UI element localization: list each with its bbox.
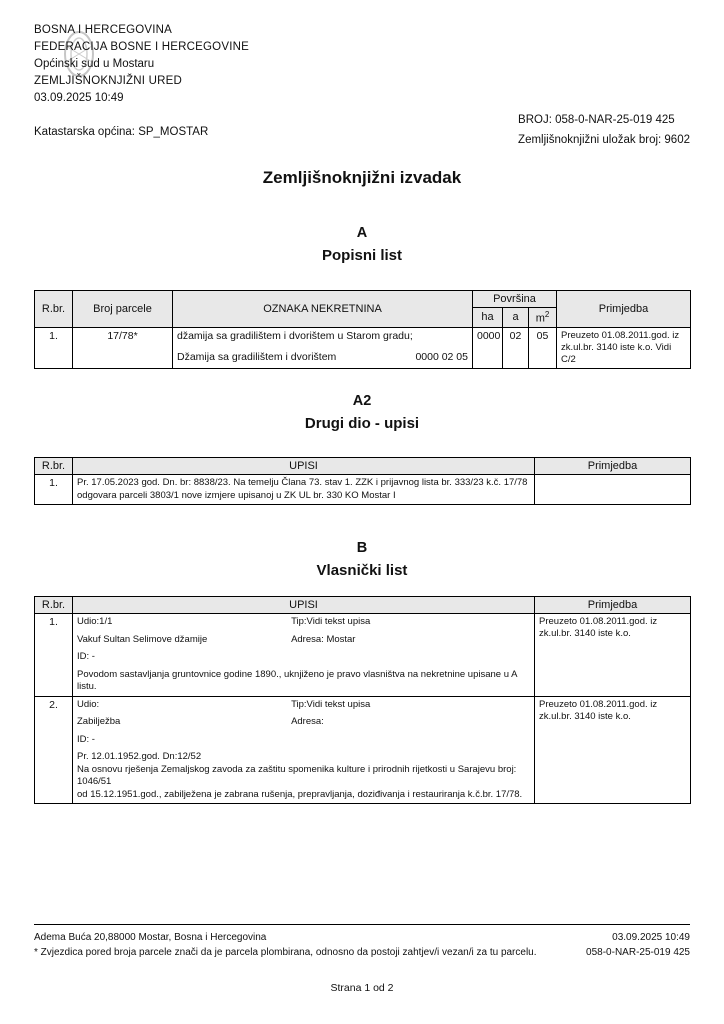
cell-primjedba: Preuzeto 01.08.2011.god. iz zk.ul.br. 3140 iste k.o. bbox=[535, 614, 691, 697]
section-a2-name: Drugi dio - upisi bbox=[304, 415, 420, 432]
cell-a: 02 bbox=[503, 327, 529, 368]
table-header-row bbox=[35, 597, 691, 614]
oznaka-line-1: džamija sa gradilištem i dvorištem u Starom gradu; bbox=[177, 329, 413, 342]
header-line-court: Općinski sud u Mostaru bbox=[34, 58, 155, 70]
header-line-country: BOSNA I HERCEGOVINA bbox=[34, 24, 172, 36]
footer-address: Adema Buća 20,88000 Mostar, Bosna i Hercegovina bbox=[34, 932, 267, 943]
table-popisni-list bbox=[34, 290, 691, 369]
owner-naziv: Zabilježba bbox=[77, 716, 121, 727]
cell-upisi bbox=[73, 475, 535, 505]
footer-right-block bbox=[586, 930, 690, 960]
cell-oznaka bbox=[173, 327, 473, 368]
owner-line-naziv bbox=[77, 634, 530, 647]
section-a2-letter: A2 bbox=[352, 393, 372, 409]
section-b-name: Vlasnički list bbox=[316, 562, 408, 579]
owner-adresa: Adresa: Mostar bbox=[291, 633, 356, 645]
cell-upisi bbox=[73, 696, 535, 804]
col-primjedba: Primjedba bbox=[535, 458, 691, 475]
header-line-office: ZEMLJIŠNOKNJIŽNI URED bbox=[34, 75, 182, 87]
cell-primjedba: Preuzeto 01.08.2011.god. iz zk.ul.br. 3140 iste k.o. Vidi C/2 bbox=[557, 327, 691, 368]
section-a2-heading bbox=[34, 393, 690, 432]
col-primjedba: Primjedba bbox=[535, 597, 691, 614]
table-row bbox=[35, 614, 691, 697]
page-title: Zemljišnoknjižni izvadak bbox=[262, 168, 462, 187]
footer-left-block bbox=[34, 930, 537, 960]
section-b-letter: B bbox=[356, 540, 368, 556]
section-a-heading bbox=[34, 225, 690, 264]
owner-adresa: Adresa: bbox=[291, 716, 324, 727]
section-b-heading bbox=[34, 540, 690, 579]
upisi-line-1: Pr. 17.05.2023 god. Dn. br: 8838/23. Na temelju Člana 73. stav 1. ZZK i prijavnog lista br. 333/23 k.č. 17/78 bbox=[77, 477, 528, 488]
owner-tekst-line-1: Pr. 12.01.1952.god. Dn:12/52 bbox=[77, 751, 202, 762]
header-line-datetime: 03.09.2025 10:49 bbox=[34, 92, 124, 104]
col-ha: ha bbox=[473, 308, 503, 328]
cadastral-municipality: Katastarska općina: SP_MOSTAR bbox=[34, 126, 209, 138]
oznaka-line-2-area: 0000 02 05 bbox=[415, 350, 468, 363]
col-upisi: UPISI bbox=[73, 597, 535, 614]
owner-line-udio bbox=[77, 616, 530, 629]
section-a-name: Popisni list bbox=[321, 247, 402, 264]
cell-rbr: 1. bbox=[35, 475, 73, 505]
col-a: a bbox=[503, 308, 529, 328]
footer-broj: 058-0-NAR-25-019 425 bbox=[586, 947, 690, 958]
owner-line-naziv bbox=[77, 716, 530, 729]
owner-id: ID: - bbox=[77, 733, 95, 745]
upisi-line-2: odgovara parceli 3803/1 nove izmjere upisanoj u ZK UL br. 330 KO Mostar I bbox=[77, 489, 396, 501]
owner-tip: Tip:Vidi tekst upisa bbox=[291, 698, 371, 710]
document-footer bbox=[34, 914, 690, 1024]
cell-upisi bbox=[73, 614, 535, 697]
owner-udio: Udio: bbox=[77, 698, 100, 710]
table-header-row bbox=[35, 458, 691, 475]
table-row bbox=[35, 475, 691, 505]
footer-note: * Zvjezdica pored broja parcele znači da je parcela plombirana, odnosno da postoji zahtjev/i vezan/i za tu parcelu. bbox=[34, 947, 537, 958]
col-oznaka-nekretnina: OZNAKA NEKRETNINA bbox=[173, 291, 473, 328]
oznaka-line-2 bbox=[177, 351, 468, 363]
table-vlasnicki-list bbox=[34, 596, 691, 804]
table-header-row bbox=[35, 291, 691, 308]
owner-tekst-line-2: Na osnovu rješenja Zemaljskog zavoda za zaštitu spomenika kulture i prirodnih rijetkosti u Sarajevu broj: 1046/51 bbox=[77, 763, 517, 787]
cell-broj-parcele: 17/78* bbox=[73, 327, 173, 368]
reference-ulozak: Zemljišnoknjižni uložak broj: 9602 bbox=[518, 134, 690, 146]
col-broj-parcele: Broj parcele bbox=[73, 291, 173, 328]
cell-primjedba bbox=[535, 475, 691, 505]
col-rbr: R.br. bbox=[35, 458, 73, 475]
footer-page-number: Strana 1 od 2 bbox=[330, 982, 394, 994]
table-row bbox=[35, 327, 691, 368]
col-primjedba: Primjedba bbox=[557, 291, 691, 328]
col-rbr: R.br. bbox=[35, 597, 73, 614]
cell-primjedba: Preuzeto 01.08.2011.god. iz zk.ul.br. 3140 iste k.o. bbox=[535, 696, 691, 804]
oznaka-line-2-text: Džamija sa gradilištem i dvorištem bbox=[177, 350, 337, 363]
col-rbr: R.br. bbox=[35, 291, 73, 328]
table-row bbox=[35, 696, 691, 804]
cell-ha: 0000 bbox=[473, 327, 503, 368]
footer-divider bbox=[34, 924, 690, 925]
owner-naziv: Vakuf Sultan Selimove džamije bbox=[77, 633, 208, 645]
reference-broj: BROJ: 058-0-NAR-25-019 425 bbox=[518, 114, 675, 126]
document-header bbox=[34, 22, 249, 107]
page-content bbox=[34, 0, 690, 1024]
cell-rbr: 1. bbox=[35, 614, 73, 697]
owner-tekst-line-3: od 15.12.1951.god., zabilježena je zabrana rušenja, prepravljanja, doziđivanja i restauriranja k.č.br. 17/78. bbox=[77, 788, 523, 800]
owner-id: ID: - bbox=[77, 651, 95, 662]
cell-m2: 05 bbox=[529, 327, 557, 368]
table-drugi-dio-upisi bbox=[34, 457, 691, 505]
cell-rbr: 2. bbox=[35, 696, 73, 804]
col-upisi: UPISI bbox=[73, 458, 535, 475]
owner-tip: Tip:Vidi tekst upisa bbox=[291, 616, 371, 627]
header-line-federation: FEDERACIJA BOSNE I HERCEGOVINE bbox=[34, 41, 249, 53]
col-m2: $m^2$ bbox=[529, 308, 557, 328]
footer-datetime: 03.09.2025 10:49 bbox=[612, 932, 690, 943]
owner-udio: Udio:1/1 bbox=[77, 616, 113, 627]
cell-rbr: 1. bbox=[35, 327, 73, 368]
section-a-letter: A bbox=[356, 225, 368, 241]
col-povrsina: Površina bbox=[473, 291, 557, 308]
owner-tekst: Povodom sastavljanja gruntovnice godine 1890., uknjiženo je pravo vlasništva na nekretnine upisane u A listu. bbox=[77, 668, 517, 692]
owner-line-udio bbox=[77, 699, 530, 712]
header-reference-block bbox=[518, 110, 690, 150]
